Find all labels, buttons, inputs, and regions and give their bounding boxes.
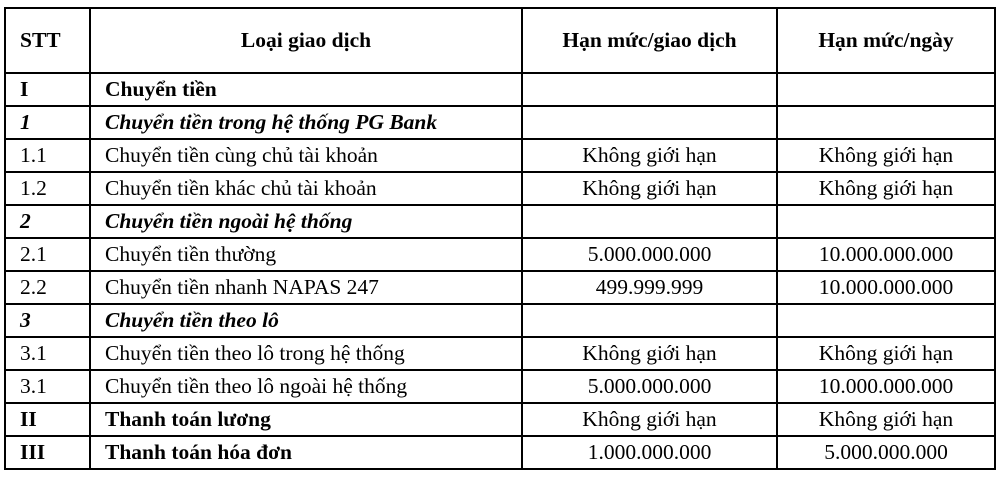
row-limit-per-transaction-cell: Không giới hạn [522, 403, 777, 436]
row-stt-cell: III [5, 436, 90, 469]
row-limit-per-transaction-cell: Không giới hạn [522, 337, 777, 370]
table-row [5, 370, 995, 403]
table-row [5, 73, 995, 106]
row-limit-per-transaction-cell [522, 304, 777, 337]
row-limit-per-day-cell: 5.000.000.000 [777, 436, 995, 469]
row-transaction-type-cell: Thanh toán lương [90, 403, 522, 436]
row-stt-cell: 3.1 [5, 370, 90, 403]
row-transaction-type-cell: Thanh toán hóa đơn [90, 436, 522, 469]
row-transaction-type-cell: Chuyển tiền khác chủ tài khoản [90, 172, 522, 205]
row-transaction-type-cell: Chuyển tiền cùng chủ tài khoản [90, 139, 522, 172]
row-limit-per-day-cell [777, 205, 995, 238]
row-limit-per-transaction-cell [522, 205, 777, 238]
table-row [5, 205, 995, 238]
row-transaction-type-cell: Chuyển tiền trong hệ thống PG Bank [90, 106, 522, 139]
table-header [5, 8, 995, 73]
row-stt-cell: 2.1 [5, 238, 90, 271]
header-limit-per-transaction: Hạn mức/giao dịch [522, 8, 777, 73]
row-limit-per-day-cell: Không giới hạn [777, 139, 995, 172]
header-transaction-type: Loại giao dịch [90, 8, 522, 73]
row-transaction-type-cell: Chuyển tiền nhanh NAPAS 247 [90, 271, 522, 304]
row-limit-per-day-cell [777, 106, 995, 139]
row-limit-per-transaction-cell [522, 106, 777, 139]
header-stt: STT [5, 8, 90, 73]
row-limit-per-day-cell: Không giới hạn [777, 337, 995, 370]
row-transaction-type-cell: Chuyển tiền ngoài hệ thống [90, 205, 522, 238]
row-stt-cell: 1.2 [5, 172, 90, 205]
row-limit-per-transaction-cell: 1.000.000.000 [522, 436, 777, 469]
table-body [5, 73, 995, 469]
row-limit-per-transaction-cell: 499.999.999 [522, 271, 777, 304]
row-stt-cell: 3.1 [5, 337, 90, 370]
row-transaction-type-cell: Chuyển tiền thường [90, 238, 522, 271]
header-limit-per-day: Hạn mức/ngày [777, 8, 995, 73]
row-limit-per-day-cell: Không giới hạn [777, 172, 995, 205]
row-transaction-type-cell: Chuyển tiền [90, 73, 522, 106]
row-limit-per-day-cell [777, 73, 995, 106]
row-stt-cell: II [5, 403, 90, 436]
row-transaction-type-cell: Chuyển tiền theo lô [90, 304, 522, 337]
header-row [5, 8, 995, 73]
table-row [5, 271, 995, 304]
row-stt-cell: 3 [5, 304, 90, 337]
row-stt-cell: 2.2 [5, 271, 90, 304]
row-stt-cell: 1 [5, 106, 90, 139]
row-limit-per-transaction-cell: 5.000.000.000 [522, 370, 777, 403]
row-limit-per-day-cell: 10.000.000.000 [777, 370, 995, 403]
row-limit-per-transaction-cell: Không giới hạn [522, 139, 777, 172]
row-limit-per-transaction-cell: Không giới hạn [522, 172, 777, 205]
table-row [5, 403, 995, 436]
row-stt-cell: 1.1 [5, 139, 90, 172]
row-stt-cell: I [5, 73, 90, 106]
row-limit-per-day-cell: 10.000.000.000 [777, 271, 995, 304]
row-transaction-type-cell: Chuyển tiền theo lô ngoài hệ thống [90, 370, 522, 403]
table-row [5, 139, 995, 172]
transaction-limits-table [4, 7, 996, 470]
row-limit-per-day-cell [777, 304, 995, 337]
row-limit-per-day-cell: 10.000.000.000 [777, 238, 995, 271]
table-row [5, 238, 995, 271]
row-transaction-type-cell: Chuyển tiền theo lô trong hệ thống [90, 337, 522, 370]
table-row [5, 337, 995, 370]
row-limit-per-day-cell: Không giới hạn [777, 403, 995, 436]
table-row [5, 436, 995, 469]
row-limit-per-transaction-cell [522, 73, 777, 106]
row-limit-per-transaction-cell: 5.000.000.000 [522, 238, 777, 271]
table-row [5, 106, 995, 139]
table-row [5, 172, 995, 205]
table-row [5, 304, 995, 337]
row-stt-cell: 2 [5, 205, 90, 238]
